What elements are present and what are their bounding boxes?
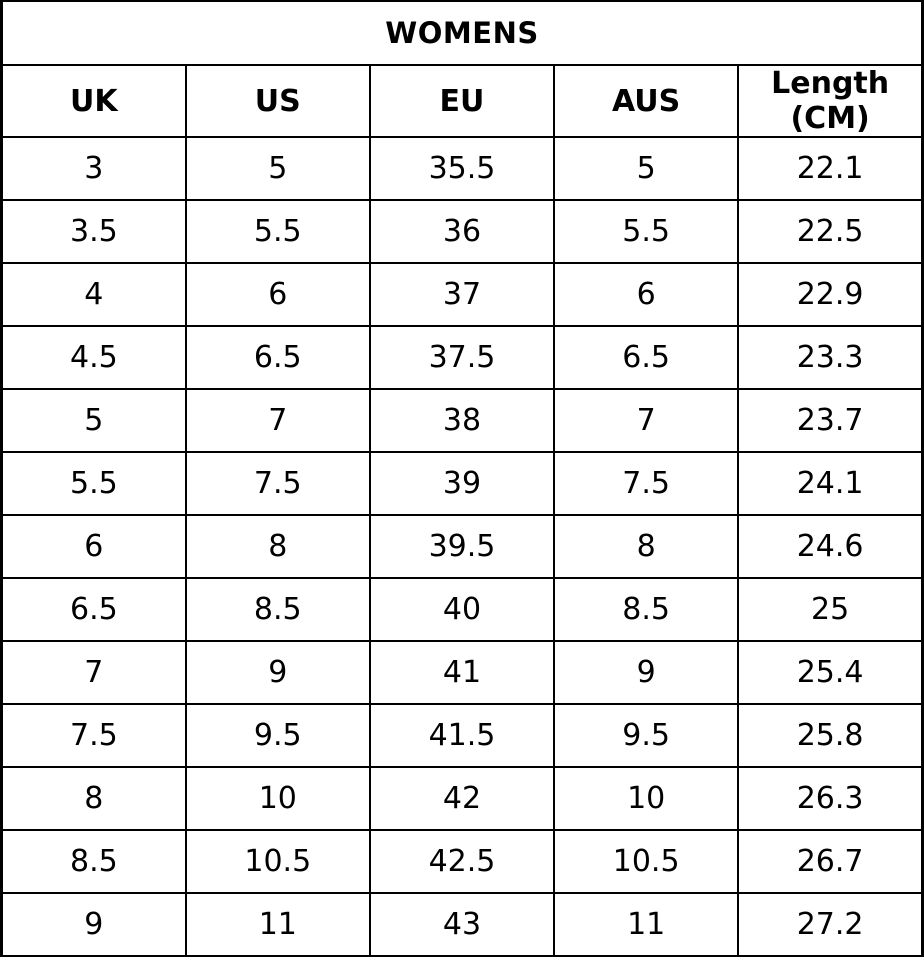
cell-aus: 11: [554, 893, 738, 956]
cell-eu: 38: [370, 389, 554, 452]
table-row: [2, 389, 923, 452]
cell-eu: 41.5: [370, 704, 554, 767]
cell-eu: 39: [370, 452, 554, 515]
cell-aus: 10.5: [554, 830, 738, 893]
cell-uk: 4: [2, 263, 186, 326]
table-row: [2, 704, 923, 767]
cell-us: 7: [186, 389, 370, 452]
cell-uk: 6: [2, 515, 186, 578]
table-row: [2, 641, 923, 704]
cell-aus: 7.5: [554, 452, 738, 515]
cell-length-cm: 27.2: [738, 893, 922, 956]
column-header-us: US: [186, 65, 370, 137]
cell-us: 8: [186, 515, 370, 578]
cell-length-cm: 24.1: [738, 452, 922, 515]
header-row: [2, 65, 923, 137]
cell-aus: 5: [554, 137, 738, 200]
cell-uk: 3.5: [2, 200, 186, 263]
table-row: [2, 893, 923, 956]
cell-uk: 5: [2, 389, 186, 452]
cell-us: 6: [186, 263, 370, 326]
cell-length-cm: 23.7: [738, 389, 922, 452]
table-row: [2, 326, 923, 389]
cell-uk: 9: [2, 893, 186, 956]
cell-uk: 7.5: [2, 704, 186, 767]
cell-eu: 41: [370, 641, 554, 704]
cell-uk: 8: [2, 767, 186, 830]
cell-length-cm: 24.6: [738, 515, 922, 578]
cell-length-cm: 25.8: [738, 704, 922, 767]
cell-eu: 35.5: [370, 137, 554, 200]
cell-length-cm: 25: [738, 578, 922, 641]
table-row: [2, 767, 923, 830]
column-header-length-cm: Length (CM): [738, 65, 922, 137]
cell-length-cm: 22.5: [738, 200, 922, 263]
cell-eu: 43: [370, 893, 554, 956]
table-row: [2, 137, 923, 200]
cell-length-cm: 23.3: [738, 326, 922, 389]
cell-aus: 9: [554, 641, 738, 704]
cell-us: 9: [186, 641, 370, 704]
cell-us: 9.5: [186, 704, 370, 767]
cell-aus: 5.5: [554, 200, 738, 263]
cell-uk: 6.5: [2, 578, 186, 641]
cell-eu: 36: [370, 200, 554, 263]
cell-us: 8.5: [186, 578, 370, 641]
cell-us: 5.5: [186, 200, 370, 263]
cell-eu: 40: [370, 578, 554, 641]
cell-aus: 6.5: [554, 326, 738, 389]
cell-aus: 9.5: [554, 704, 738, 767]
cell-eu: 37: [370, 263, 554, 326]
cell-eu: 42.5: [370, 830, 554, 893]
table-row: [2, 452, 923, 515]
cell-length-cm: 22.1: [738, 137, 922, 200]
table-row: [2, 263, 923, 326]
cell-aus: 6: [554, 263, 738, 326]
table-row: [2, 830, 923, 893]
cell-us: 11: [186, 893, 370, 956]
title-row: [2, 1, 923, 65]
cell-aus: 7: [554, 389, 738, 452]
cell-us: 7.5: [186, 452, 370, 515]
column-header-eu: EU: [370, 65, 554, 137]
cell-eu: 42: [370, 767, 554, 830]
table-title: WOMENS: [2, 1, 923, 65]
cell-us: 6.5: [186, 326, 370, 389]
cell-uk: 5.5: [2, 452, 186, 515]
cell-eu: 37.5: [370, 326, 554, 389]
cell-length-cm: 26.7: [738, 830, 922, 893]
cell-aus: 10: [554, 767, 738, 830]
cell-aus: 8.5: [554, 578, 738, 641]
cell-length-cm: 22.9: [738, 263, 922, 326]
cell-length-cm: 25.4: [738, 641, 922, 704]
table-row: [2, 515, 923, 578]
table-body: [2, 1, 923, 956]
cell-aus: 8: [554, 515, 738, 578]
cell-uk: 3: [2, 137, 186, 200]
cell-uk: 4.5: [2, 326, 186, 389]
cell-us: 10: [186, 767, 370, 830]
cell-uk: 8.5: [2, 830, 186, 893]
cell-us: 10.5: [186, 830, 370, 893]
table-row: [2, 578, 923, 641]
cell-length-cm: 26.3: [738, 767, 922, 830]
column-header-aus: AUS: [554, 65, 738, 137]
column-header-uk: UK: [2, 65, 186, 137]
table-row: [2, 200, 923, 263]
cell-us: 5: [186, 137, 370, 200]
cell-uk: 7: [2, 641, 186, 704]
cell-eu: 39.5: [370, 515, 554, 578]
